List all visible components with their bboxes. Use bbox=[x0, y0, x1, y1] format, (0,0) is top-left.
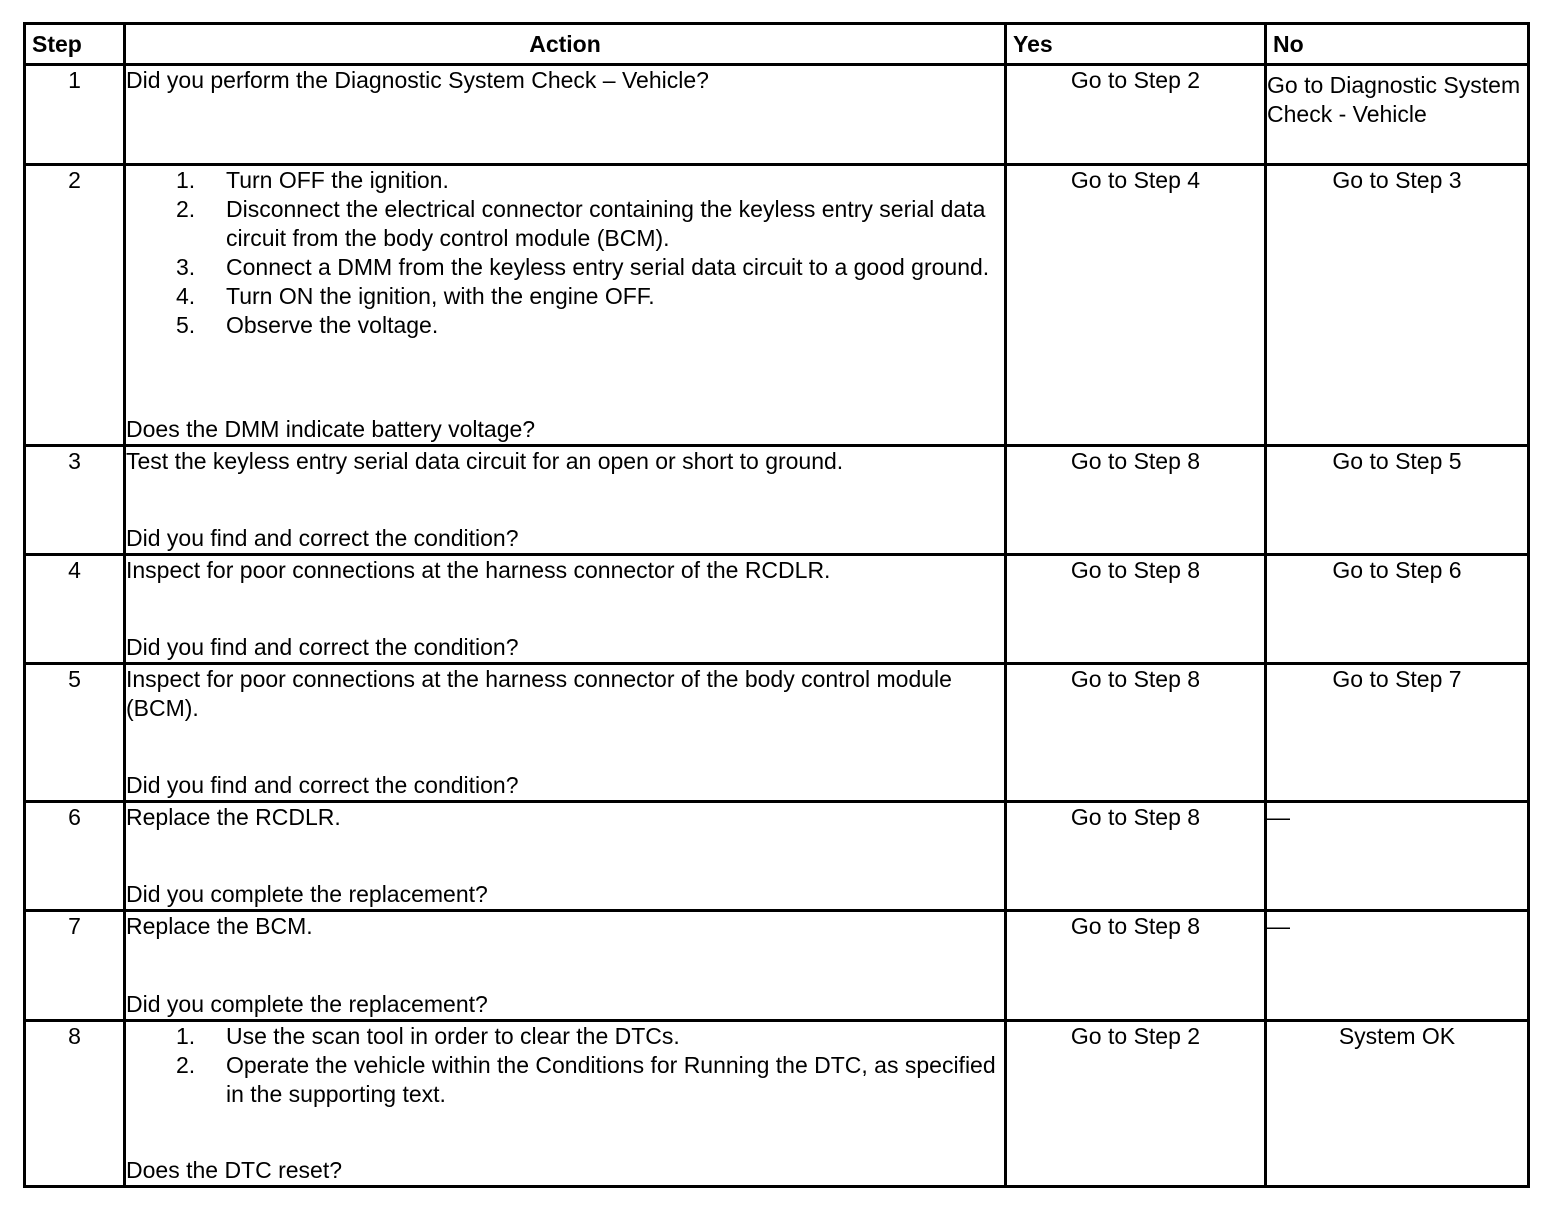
no-result: Go to Step 7 bbox=[1266, 664, 1529, 802]
action-cell bbox=[125, 555, 1006, 664]
yes-result: Go to Step 2 bbox=[1006, 1021, 1266, 1187]
header-step: Step bbox=[25, 24, 125, 65]
yes-result: Go to Step 8 bbox=[1006, 802, 1266, 911]
step-number: 4 bbox=[25, 555, 125, 664]
diagnostic-table bbox=[23, 22, 1530, 1188]
action-text: Replace the BCM. bbox=[126, 913, 313, 939]
action-text: Inspect for poor connections at the harness connector of the RCDLR. bbox=[126, 557, 831, 583]
action-cell bbox=[125, 446, 1006, 555]
action-cell bbox=[125, 165, 1006, 446]
yes-result: Go to Step 8 bbox=[1006, 446, 1266, 555]
list-item: 4. Turn ON the ignition, with the engine OFF. bbox=[176, 283, 655, 309]
action-text: Did you perform the Diagnostic System Check – Vehicle? bbox=[126, 67, 709, 93]
no-result: — bbox=[1266, 802, 1529, 911]
table-row bbox=[25, 555, 1529, 664]
step-number: 6 bbox=[25, 802, 125, 911]
action-text: Inspect for poor connections at the harness connector of the body control module (BCM). bbox=[126, 666, 952, 721]
step-number: 8 bbox=[25, 1021, 125, 1187]
yes-result: Go to Step 8 bbox=[1006, 664, 1266, 802]
list-item: 3. Connect a DMM from the keyless entry serial data circuit to a good ground. bbox=[176, 254, 990, 280]
header-no: No bbox=[1266, 24, 1529, 65]
action-text: Test the keyless entry serial data circuit for an open or short to ground. bbox=[126, 448, 844, 474]
action-cell bbox=[125, 911, 1006, 1021]
procedure-list bbox=[126, 166, 1004, 340]
table-row bbox=[25, 65, 1529, 165]
table-row bbox=[25, 446, 1529, 555]
question-text: Does the DTC reset? bbox=[126, 1157, 343, 1183]
action-cell bbox=[125, 664, 1006, 802]
question-text: Did you complete the replacement? bbox=[126, 991, 488, 1017]
yes-result: Go to Step 2 bbox=[1006, 65, 1266, 165]
header-yes: Yes bbox=[1006, 24, 1266, 65]
table-row bbox=[25, 664, 1529, 802]
table-row bbox=[25, 1021, 1529, 1187]
table-row bbox=[25, 165, 1529, 446]
action-cell bbox=[125, 802, 1006, 911]
list-item: 5. Observe the voltage. bbox=[176, 312, 439, 338]
no-result: Go to Step 3 bbox=[1266, 165, 1529, 446]
question-text: Did you find and correct the condition? bbox=[126, 634, 519, 660]
question-text: Did you complete the replacement? bbox=[126, 881, 488, 907]
list-item: 1. Turn OFF the ignition. bbox=[176, 167, 449, 193]
step-number: 2 bbox=[25, 165, 125, 446]
action-cell bbox=[125, 1021, 1006, 1187]
step-number: 1 bbox=[25, 65, 125, 165]
question-text: Did you find and correct the condition? bbox=[126, 772, 519, 798]
table-row bbox=[25, 802, 1529, 911]
no-result: Go to Step 5 bbox=[1266, 446, 1529, 555]
action-cell bbox=[125, 65, 1006, 165]
question-text: Did you find and correct the condition? bbox=[126, 525, 519, 551]
yes-result: Go to Step 4 bbox=[1006, 165, 1266, 446]
step-number: 7 bbox=[25, 911, 125, 1021]
action-text: Replace the RCDLR. bbox=[126, 804, 341, 830]
no-result: System OK bbox=[1266, 1021, 1529, 1187]
step-number: 3 bbox=[25, 446, 125, 555]
list-item: 2. Disconnect the electrical connector containing the keyless entry serial data circuit from the body control module (BCM). bbox=[176, 196, 986, 251]
header-row bbox=[25, 24, 1529, 65]
no-result: Go to Step 6 bbox=[1266, 555, 1529, 664]
procedure-list bbox=[126, 1022, 1004, 1109]
question-text: Does the DMM indicate battery voltage? bbox=[126, 416, 536, 442]
list-item: 2. Operate the vehicle within the Conditions for Running the DTC, as specified in the supporting text. bbox=[176, 1052, 996, 1107]
no-result: Go to Diagnostic System Check - Vehicle bbox=[1266, 65, 1529, 165]
yes-result: Go to Step 8 bbox=[1006, 555, 1266, 664]
step-number: 5 bbox=[25, 664, 125, 802]
yes-result: Go to Step 8 bbox=[1006, 911, 1266, 1021]
table-row bbox=[25, 911, 1529, 1021]
no-result: — bbox=[1266, 911, 1529, 1021]
header-action: Action bbox=[125, 24, 1006, 65]
list-item: 1. Use the scan tool in order to clear the DTCs. bbox=[176, 1023, 680, 1049]
